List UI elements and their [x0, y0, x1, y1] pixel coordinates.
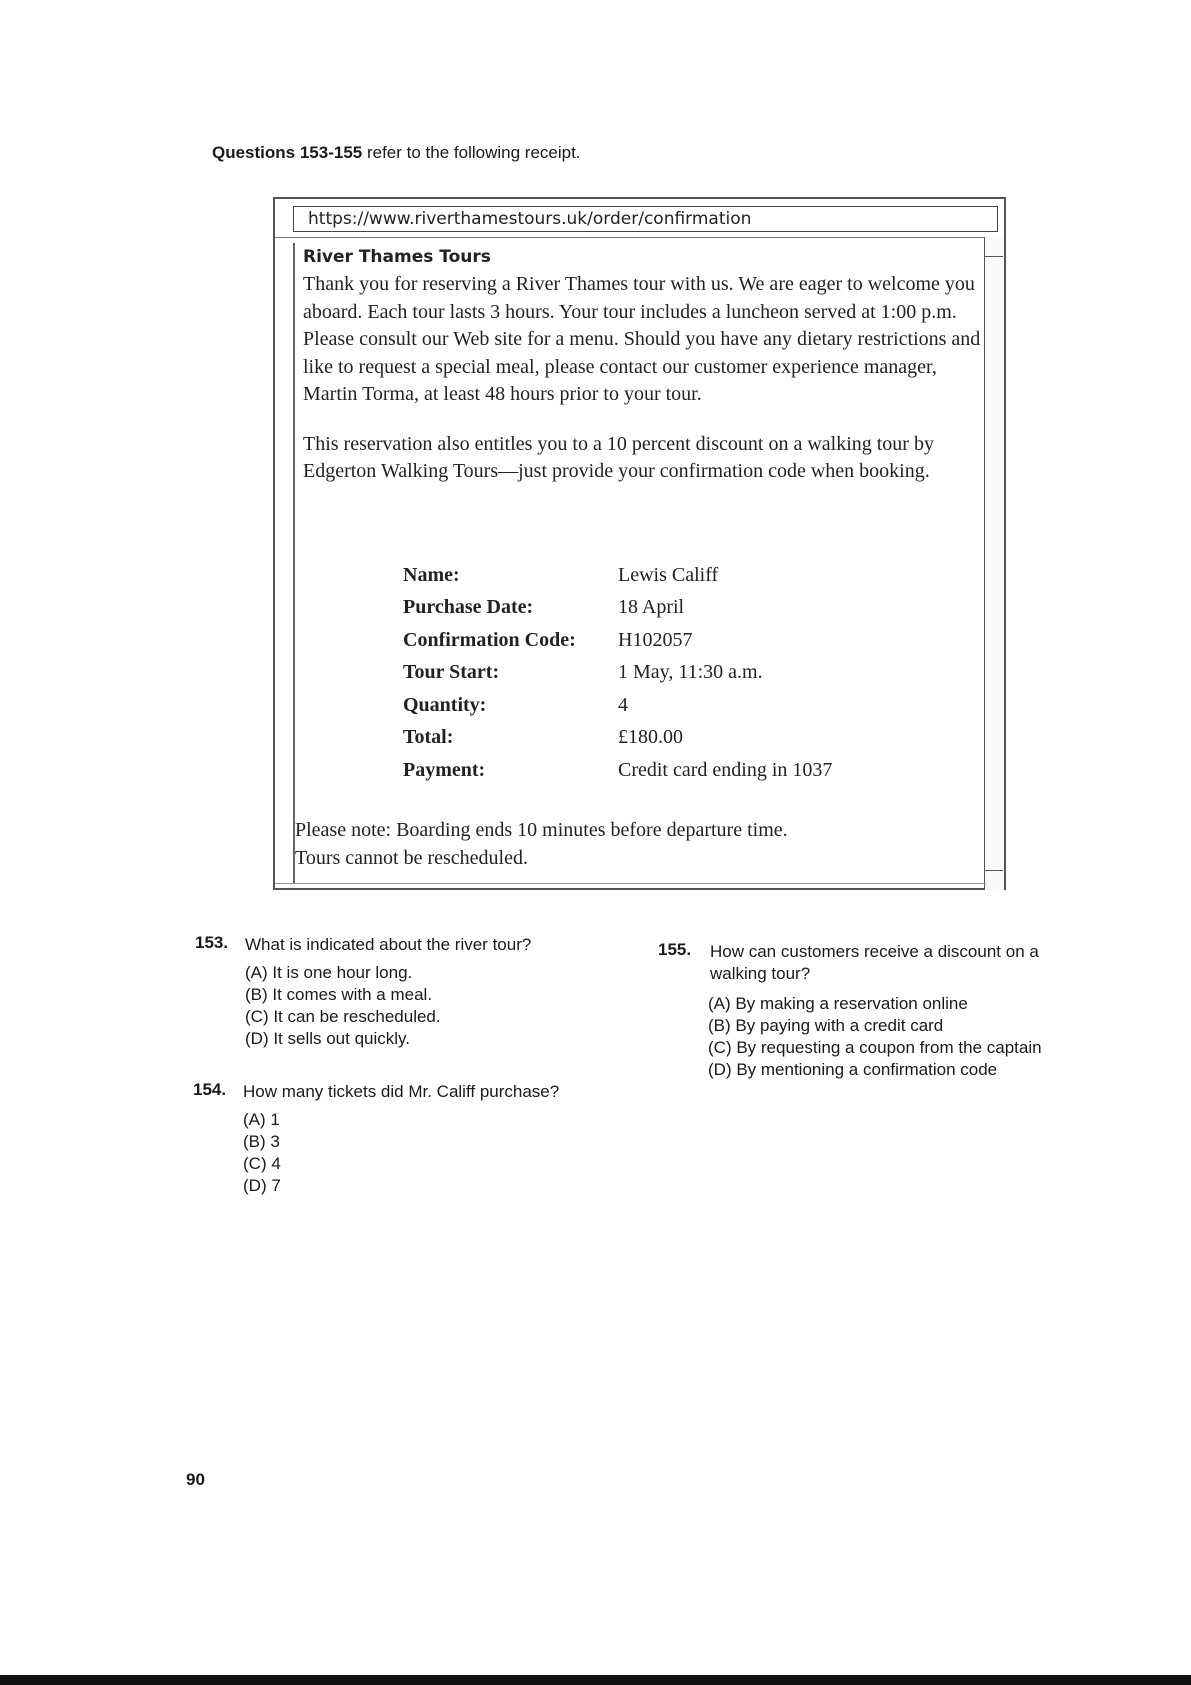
question-number: 154.	[193, 1080, 227, 1099]
answer-option[interactable]: (D) By mentioning a confirmation code	[708, 1060, 998, 1079]
detail-value: 18 April	[618, 596, 685, 619]
site-name: River Thames Tours	[303, 247, 491, 267]
intro-text: refer to the following receipt.	[362, 143, 581, 162]
note-line: Tours cannot be rescheduled.	[295, 847, 528, 869]
url-bar[interactable]: https://www.riverthamestours.uk/order/confirmation	[293, 206, 998, 232]
question-text: What is indicated about the river tour?	[245, 935, 532, 954]
detail-label: Purchase Date:	[403, 596, 534, 619]
detail-row-name	[403, 559, 923, 592]
detail-value: Credit card ending in 1037	[618, 758, 833, 781]
detail-row-tour-start	[403, 657, 923, 690]
question-number: 155.	[658, 940, 692, 959]
detail-label: Quantity:	[403, 693, 487, 716]
intro-question-range: Questions 153-155	[212, 143, 363, 162]
answer-option[interactable]: (D) It sells out quickly.	[245, 1029, 411, 1048]
page-number: 90	[186, 1470, 205, 1489]
detail-value: 1 May, 11:30 a.m.	[618, 661, 763, 684]
scroll-up-button[interactable]	[985, 237, 1003, 257]
url-bar-divider	[275, 237, 1004, 238]
answer-option[interactable]: (C) By requesting a coupon from the captain	[708, 1038, 1042, 1057]
detail-row-purchase-date	[403, 592, 923, 625]
answer-option[interactable]: (B) It comes with a meal.	[245, 985, 433, 1004]
detail-label: Name:	[403, 563, 460, 586]
question-text-line: How can customers receive a discount on a	[710, 942, 1039, 961]
detail-value: £180.00	[618, 726, 683, 749]
window-bottom-edge	[275, 883, 986, 884]
scrollbar[interactable]	[984, 237, 1004, 890]
answer-option[interactable]: (D) 7	[243, 1176, 281, 1195]
answer-option[interactable]: (A) 1	[243, 1110, 280, 1129]
answer-option[interactable]: (A) It is one hour long.	[245, 963, 413, 982]
welcome-paragraph: Thank you for reserving a River Thames tour with us. We are eager to welcome you aboard. Each tour lasts 3 hours. Your tour includes a luncheon served at 1:00 p.m. Please consult our Web site for a menu. Should you have any dietary restrictions and like to request a special meal, please contact our customer experience manager, Martin Torma, at least 48 hours prior to your tour.	[303, 273, 981, 405]
question-text-line: walking tour?	[710, 964, 811, 983]
detail-row-quantity	[403, 689, 923, 722]
discount-paragraph: This reservation also entitles you to a 10 percent discount on a walking tour by Edgerton Walking Tours—just provide your confirmation code when booking.	[303, 432, 934, 482]
detail-label: Confirmation Code:	[403, 628, 576, 651]
detail-row-total	[403, 722, 923, 755]
reservation-details	[403, 559, 923, 787]
section-intro	[212, 143, 581, 163]
answer-option[interactable]: (C) It can be rescheduled.	[245, 1007, 441, 1026]
content-left-border	[293, 243, 295, 883]
receipt-browser-window	[273, 197, 1006, 890]
detail-row-confirmation-code	[403, 624, 923, 657]
receipt-content	[303, 244, 983, 508]
detail-row-payment	[403, 754, 923, 787]
answer-option[interactable]: (B) 3	[243, 1132, 280, 1151]
question-number: 153.	[195, 933, 229, 952]
question-text: How many tickets did Mr. Califf purchase?	[243, 1082, 560, 1101]
answer-option[interactable]: (C) 4	[243, 1154, 281, 1173]
note-line: Please note: Boarding ends 10 minutes before departure time.	[295, 819, 788, 841]
scroll-down-button[interactable]	[985, 870, 1003, 890]
detail-label: Payment:	[403, 758, 486, 781]
boarding-note	[295, 816, 788, 872]
answer-option[interactable]: (A) By making a reservation online	[708, 994, 968, 1013]
detail-label: Tour Start:	[403, 661, 500, 684]
answer-option[interactable]: (B) By paying with a credit card	[708, 1016, 944, 1035]
detail-label: Total:	[403, 726, 454, 749]
detail-value: Lewis Califf	[618, 563, 719, 586]
scan-bottom-edge	[0, 1675, 1191, 1685]
detail-value: 4	[618, 693, 628, 716]
detail-value: H102057	[618, 628, 693, 651]
